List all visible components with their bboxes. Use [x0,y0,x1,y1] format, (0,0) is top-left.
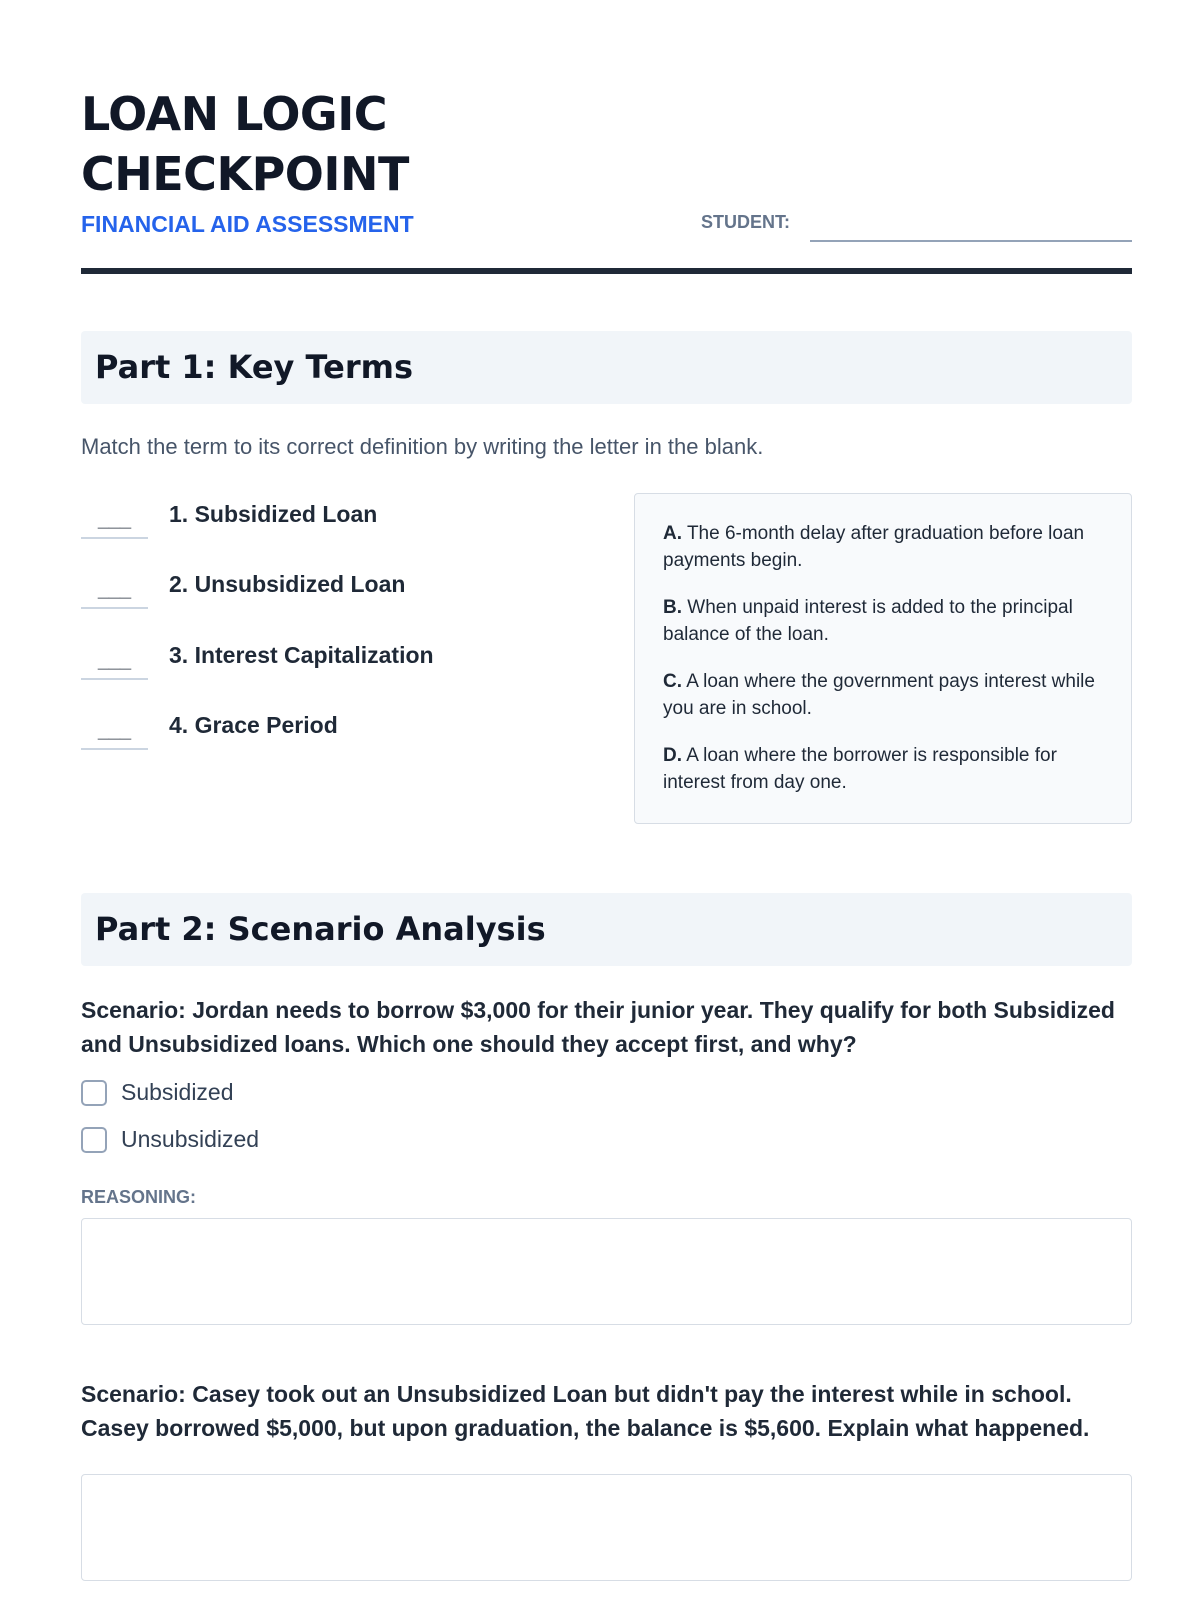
definition-text: A loan where the borrower is responsible for interest from day one. [663,745,1057,793]
definition-text: The 6-month delay after graduation before loan payments begin. [663,523,1085,571]
definitions-box [634,493,1132,824]
reasoning-answer-box[interactable] [81,1218,1132,1325]
term-item [81,710,581,750]
scenario2-answer-box[interactable] [81,1474,1132,1581]
student-field[interactable] [701,208,1132,242]
option-label: Unsubsidized [121,1126,260,1152]
definition-letter: C. [663,671,682,692]
part2-header [81,893,1132,966]
term-answer-blank[interactable]: ___ [81,577,148,609]
option-unsubsidized[interactable] [81,1126,381,1154]
header-divider [81,268,1132,274]
term-label: 2. Unsubsidized Loan [169,571,406,597]
definition-item [663,742,1113,796]
term-answer-blank[interactable]: ___ [81,718,148,750]
part1-header [81,331,1132,404]
part1-title: Part 1: Key Terms [95,348,413,386]
definition-item [663,594,1113,648]
part2-title: Part 2: Scenario Analysis [95,910,546,948]
part1-instructions: Match the term to its correct definition by writing the letter in the blank. [81,434,764,459]
definition-item [663,520,1113,574]
definition-letter: B. [663,597,682,618]
term-item [81,499,581,539]
definition-item [663,668,1113,722]
definition-letter: D. [663,745,682,766]
term-answer-blank[interactable]: ___ [81,507,148,539]
reasoning-label: REASONING: [81,1187,197,1207]
definition-text: A loan where the government pays interest while you are in school. [663,671,1095,719]
student-label: STUDENT: [701,212,790,232]
definition-text: When unpaid interest is added to the principal balance of the loan. [663,597,1073,645]
subsidized-checkbox[interactable] [81,1080,107,1106]
page-title [81,84,409,204]
student-name-input-line[interactable] [810,240,1132,242]
term-item [81,640,581,680]
term-label: 1. Subsidized Loan [169,501,378,527]
unsubsidized-checkbox[interactable] [81,1127,107,1153]
page-subtitle: FINANCIAL AID ASSESSMENT [81,211,414,237]
scenario2-question: Scenario: Casey took out an Unsubsidized Loan but didn't pay the interest while in school. Casey borrowed $5,000, but upon graduation, the balance is $5,600. Explain what happened. [81,1381,1090,1441]
option-subsidized[interactable] [81,1079,381,1107]
option-label: Subsidized [121,1079,234,1105]
definition-letter: A. [663,523,682,544]
term-item [81,569,581,609]
term-label: 3. Interest Capitalization [169,642,434,668]
scenario1-question: Scenario: Jordan needs to borrow $3,000 for their junior year. They qualify for both Subsidized and Unsubsidized loans. Which one should they accept first, and why? [81,997,1115,1057]
title-line-2: CHECKPOINT [81,147,409,201]
term-label: 4. Grace Period [169,712,338,738]
title-line-1: LOAN LOGIC [81,87,388,141]
term-answer-blank[interactable]: ___ [81,648,148,680]
